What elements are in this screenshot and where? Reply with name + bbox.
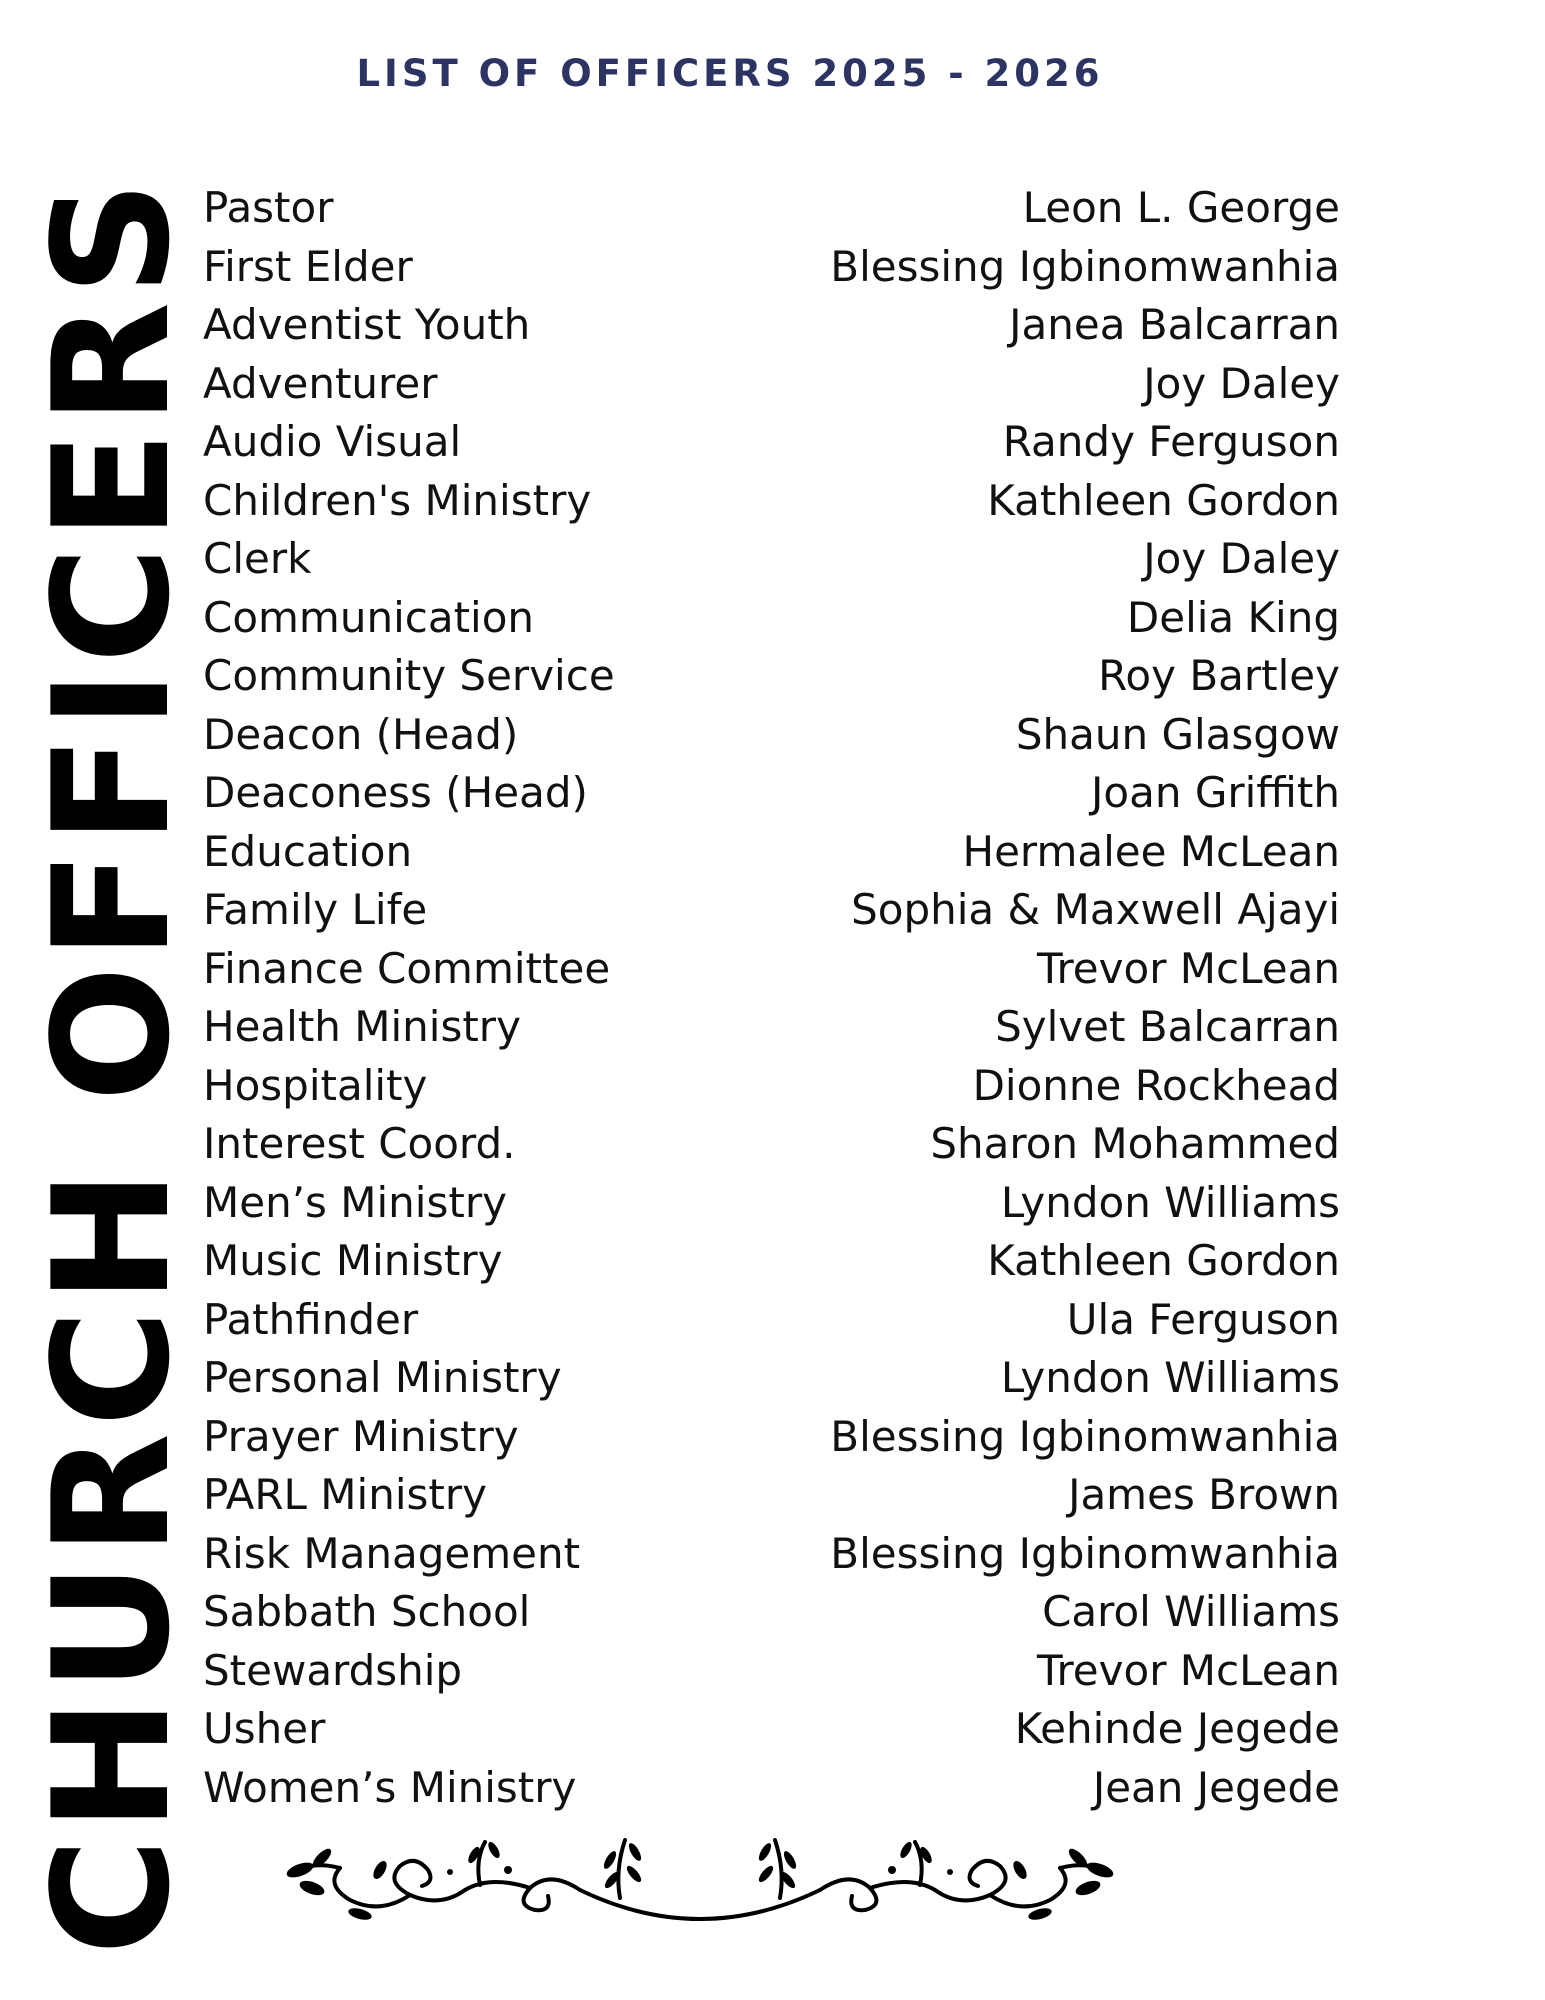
officer-row: [203, 530, 1340, 589]
officer-row: [203, 472, 1340, 531]
officer-name: Joy Daley: [1143, 358, 1340, 408]
officer-role: Health Ministry: [203, 1002, 521, 1052]
officer-row: [203, 1232, 1340, 1291]
officer-role: Education: [203, 826, 413, 876]
officer-row: [203, 647, 1340, 706]
officer-name: Delia King: [1126, 592, 1340, 642]
officer-row: [203, 1700, 1340, 1759]
officer-name: Dionne Rockhead: [972, 1060, 1340, 1110]
officer-name: James Brown: [1068, 1470, 1340, 1520]
officer-name: Shaun Glasgow: [1015, 709, 1340, 759]
officer-row: [203, 1583, 1340, 1642]
officer-name: Ula Ferguson: [1066, 1294, 1340, 1344]
officer-name: Jean Jegede: [1092, 1762, 1340, 1812]
officer-name: Kathleen Gordon: [987, 1236, 1340, 1286]
officer-row: [203, 1525, 1340, 1584]
officer-role: Prayer Ministry: [203, 1411, 519, 1461]
officer-name: Joan Griffith: [1091, 768, 1340, 818]
officer-name: Sharon Mohammed: [930, 1119, 1340, 1169]
officer-name: Hermalee McLean: [962, 826, 1340, 876]
officer-row: [203, 881, 1340, 940]
officer-name: Joy Daley: [1143, 534, 1340, 584]
officer-row: [203, 1642, 1340, 1701]
officer-role: Women’s Ministry: [203, 1762, 577, 1812]
officer-row: [203, 1115, 1340, 1174]
officer-row: [203, 764, 1340, 823]
officer-role: Pathfinder: [203, 1294, 419, 1344]
officer-role: Hospitality: [203, 1060, 428, 1110]
officer-name: Blessing Igbinomwanhia: [830, 241, 1340, 291]
officer-role: Interest Coord.: [203, 1119, 516, 1169]
officer-name: Sylvet Balcarran: [995, 1002, 1340, 1052]
officer-name: Blessing Igbinomwanhia: [830, 1528, 1340, 1578]
officer-role: Usher: [203, 1704, 326, 1754]
page-title: LIST OF OFFICERS 2025 - 2026: [356, 52, 1104, 95]
officer-name: Sophia & Maxwell Ajayi: [851, 885, 1340, 935]
officer-row: [203, 940, 1340, 999]
officer-row: [203, 179, 1340, 238]
officer-name: Roy Bartley: [1098, 651, 1340, 701]
officer-row: [203, 706, 1340, 765]
officer-row: [203, 1349, 1340, 1408]
officer-role: Music Ministry: [203, 1236, 503, 1286]
officer-role: Pastor: [203, 183, 334, 233]
officer-name: Lyndon Williams: [1000, 1177, 1340, 1227]
officer-name: Janea Balcarran: [1009, 300, 1340, 350]
floral-flourish-divider-icon: [280, 1830, 1120, 1940]
officer-row: [203, 589, 1340, 648]
officer-row: [203, 355, 1340, 414]
officer-row: [203, 238, 1340, 297]
officer-role: Deacon (Head): [203, 709, 519, 759]
officer-role: Children's Ministry: [203, 475, 592, 525]
officer-role: Family Life: [203, 885, 428, 935]
officer-name: Leon L. George: [1022, 183, 1340, 233]
side-title: CHURCH OFFICERS: [18, 174, 205, 1956]
officer-row: [203, 998, 1340, 1057]
officer-role: Finance Committee: [203, 943, 611, 993]
officer-role: Risk Management: [203, 1528, 581, 1578]
officer-row: [203, 1291, 1340, 1350]
officer-role: Men’s Ministry: [203, 1177, 507, 1227]
officer-role: Personal Ministry: [203, 1353, 562, 1403]
officer-role: First Elder: [203, 241, 413, 291]
officer-role: Clerk: [203, 534, 312, 584]
officer-row: [203, 1408, 1340, 1467]
officer-name: Blessing Igbinomwanhia: [830, 1411, 1340, 1461]
officer-name: Carol Williams: [1042, 1587, 1340, 1637]
officer-role: Communication: [203, 592, 535, 642]
officer-name: Kehinde Jegede: [1014, 1704, 1340, 1754]
officer-name: Kathleen Gordon: [987, 475, 1340, 525]
officer-row: [203, 296, 1340, 355]
officer-role: PARL Ministry: [203, 1470, 487, 1520]
officer-row: [203, 823, 1340, 882]
officer-role: Stewardship: [203, 1645, 463, 1695]
officer-role: Adventist Youth: [203, 300, 531, 350]
officer-role: Audio Visual: [203, 417, 462, 467]
officer-name: Lyndon Williams: [1000, 1353, 1340, 1403]
officer-row: [203, 1466, 1340, 1525]
officer-role: Community Service: [203, 651, 615, 701]
officer-role: Deaconess (Head): [203, 768, 588, 818]
officer-name: Randy Ferguson: [1002, 417, 1340, 467]
officer-list: [203, 179, 1340, 1817]
officer-row: [203, 1174, 1340, 1233]
officer-name: Trevor McLean: [1036, 1645, 1340, 1695]
officer-row: [203, 413, 1340, 472]
officer-name: Trevor McLean: [1036, 943, 1340, 993]
officer-row: [203, 1057, 1340, 1116]
officer-role: Adventurer: [203, 358, 438, 408]
officer-role: Sabbath School: [203, 1587, 531, 1637]
officer-row: [203, 1759, 1340, 1818]
